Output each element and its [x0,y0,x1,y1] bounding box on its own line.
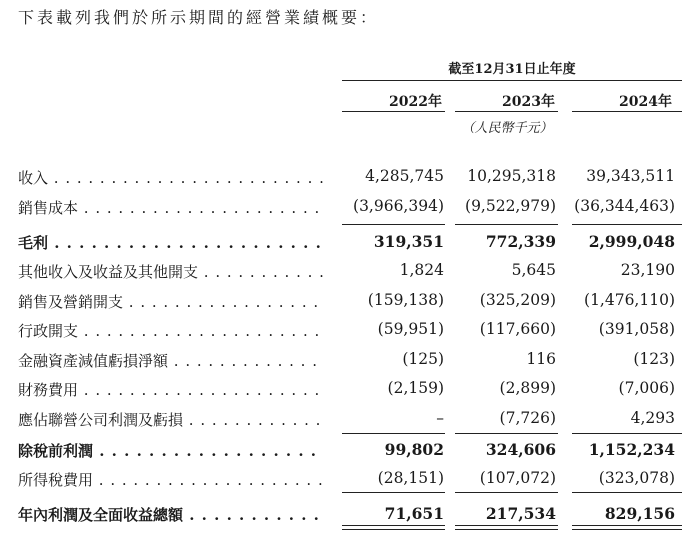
total-rule-2023 [455,492,558,493]
value-2024: (123) [633,350,675,368]
year-rule-2022 [342,111,445,112]
row-label: 收入 . . . [18,167,323,188]
subtotal-rule-2023 [455,224,558,225]
table-row [0,465,700,493]
row-label: 所得稅費用 . . . [18,469,323,490]
row-label: 行政開支 . . . [18,320,323,341]
row-label: 銷售成本 . . . [18,197,323,218]
value-2023: 116 [526,350,556,368]
value-2023: (9,522,979) [465,197,556,215]
pretax-rule-2023 [455,433,558,434]
value-2022: 99,802 [384,440,444,459]
table-row [0,405,700,433]
unit-label: （人民幣千元） [461,121,553,136]
row-label: 應佔聯營公司利潤及虧損 . . . [18,409,323,430]
table-row [0,346,700,374]
value-2022: (3,966,394) [353,197,444,215]
value-2024: (391,058) [598,320,675,338]
value-2023: 5,645 [511,261,556,279]
value-2024: (7,006) [618,379,675,397]
double-rule-2022-b [342,529,445,530]
value-2023: (117,660) [479,320,556,338]
total-rule-2022 [342,492,445,493]
double-rule-2023-b [455,529,558,530]
double-rule-2024-b [572,529,682,530]
value-2024: 23,190 [620,261,675,279]
year-2023-header: 2023年 [502,94,555,110]
value-2023: (7,726) [499,409,556,427]
subtotal-rule-2022 [342,224,445,225]
double-rule-2022-a [342,525,445,526]
value-2022: 71,651 [384,504,444,523]
value-2024: 1,152,234 [588,440,675,459]
table-row [0,500,700,528]
intro-text: 下表載列我們於所示期間的經營業績概要： [18,8,380,27]
value-2024: 829,156 [604,504,675,523]
table-row [0,287,700,315]
value-2024: 2,999,048 [588,232,675,251]
pretax-rule-2022 [342,433,445,434]
double-rule-2024-a [572,525,682,526]
table-row [0,316,700,344]
row-label: 銷售及營銷開支 . . . [18,291,323,312]
pretax-rule-2024 [572,433,682,434]
year-2024-header: 2024年 [619,94,672,110]
value-2023: 772,339 [485,232,556,251]
value-2022: (2,159) [387,379,444,397]
table-row [0,257,700,285]
subtotal-rule-2024 [572,224,682,225]
value-2024: (1,476,110) [584,291,675,309]
value-2022: (159,138) [367,291,444,309]
total-rule-2024 [572,492,682,493]
value-2024: (323,078) [598,469,675,487]
year-2022-header: 2022年 [389,94,442,110]
value-2023: 217,534 [485,504,556,523]
header-rule [342,80,682,81]
table-row [0,375,700,403]
value-2022: (28,151) [377,469,444,487]
value-2023: 324,606 [485,440,556,459]
value-2024: 39,343,511 [586,167,675,185]
value-2022: 1,824 [399,261,444,279]
value-2023: (107,072) [479,469,556,487]
table-row [0,193,700,221]
value-2022: – [436,409,444,427]
row-label: 年內利潤及全面收益總額 . . . [18,504,323,525]
value-2024: 4,293 [630,409,675,427]
year-rule-2024 [572,111,682,112]
table-row [0,163,700,191]
row-label: 金融資產減值虧損淨額 . . . [18,350,323,371]
value-2022: (59,951) [377,320,444,338]
value-2022: 4,285,745 [365,167,444,185]
period-header: 截至12月31日止年度 [448,62,576,77]
row-label: 其他收入及收益及其他開支 . . . [18,261,323,282]
year-rule-2023 [455,111,558,112]
value-2022: 319,351 [373,232,444,251]
row-label: 財務費用 . . . [18,379,323,400]
table-row [0,436,700,464]
value-2023: 10,295,318 [467,167,556,185]
table-row [0,228,700,256]
value-2024: (36,344,463) [574,197,675,215]
row-label: 除稅前利潤 . . . [18,440,323,461]
value-2023: (325,209) [479,291,556,309]
double-rule-2023-a [455,525,558,526]
row-label: 毛利 . . . [18,232,323,253]
value-2022: (125) [402,350,444,368]
value-2023: (2,899) [499,379,556,397]
